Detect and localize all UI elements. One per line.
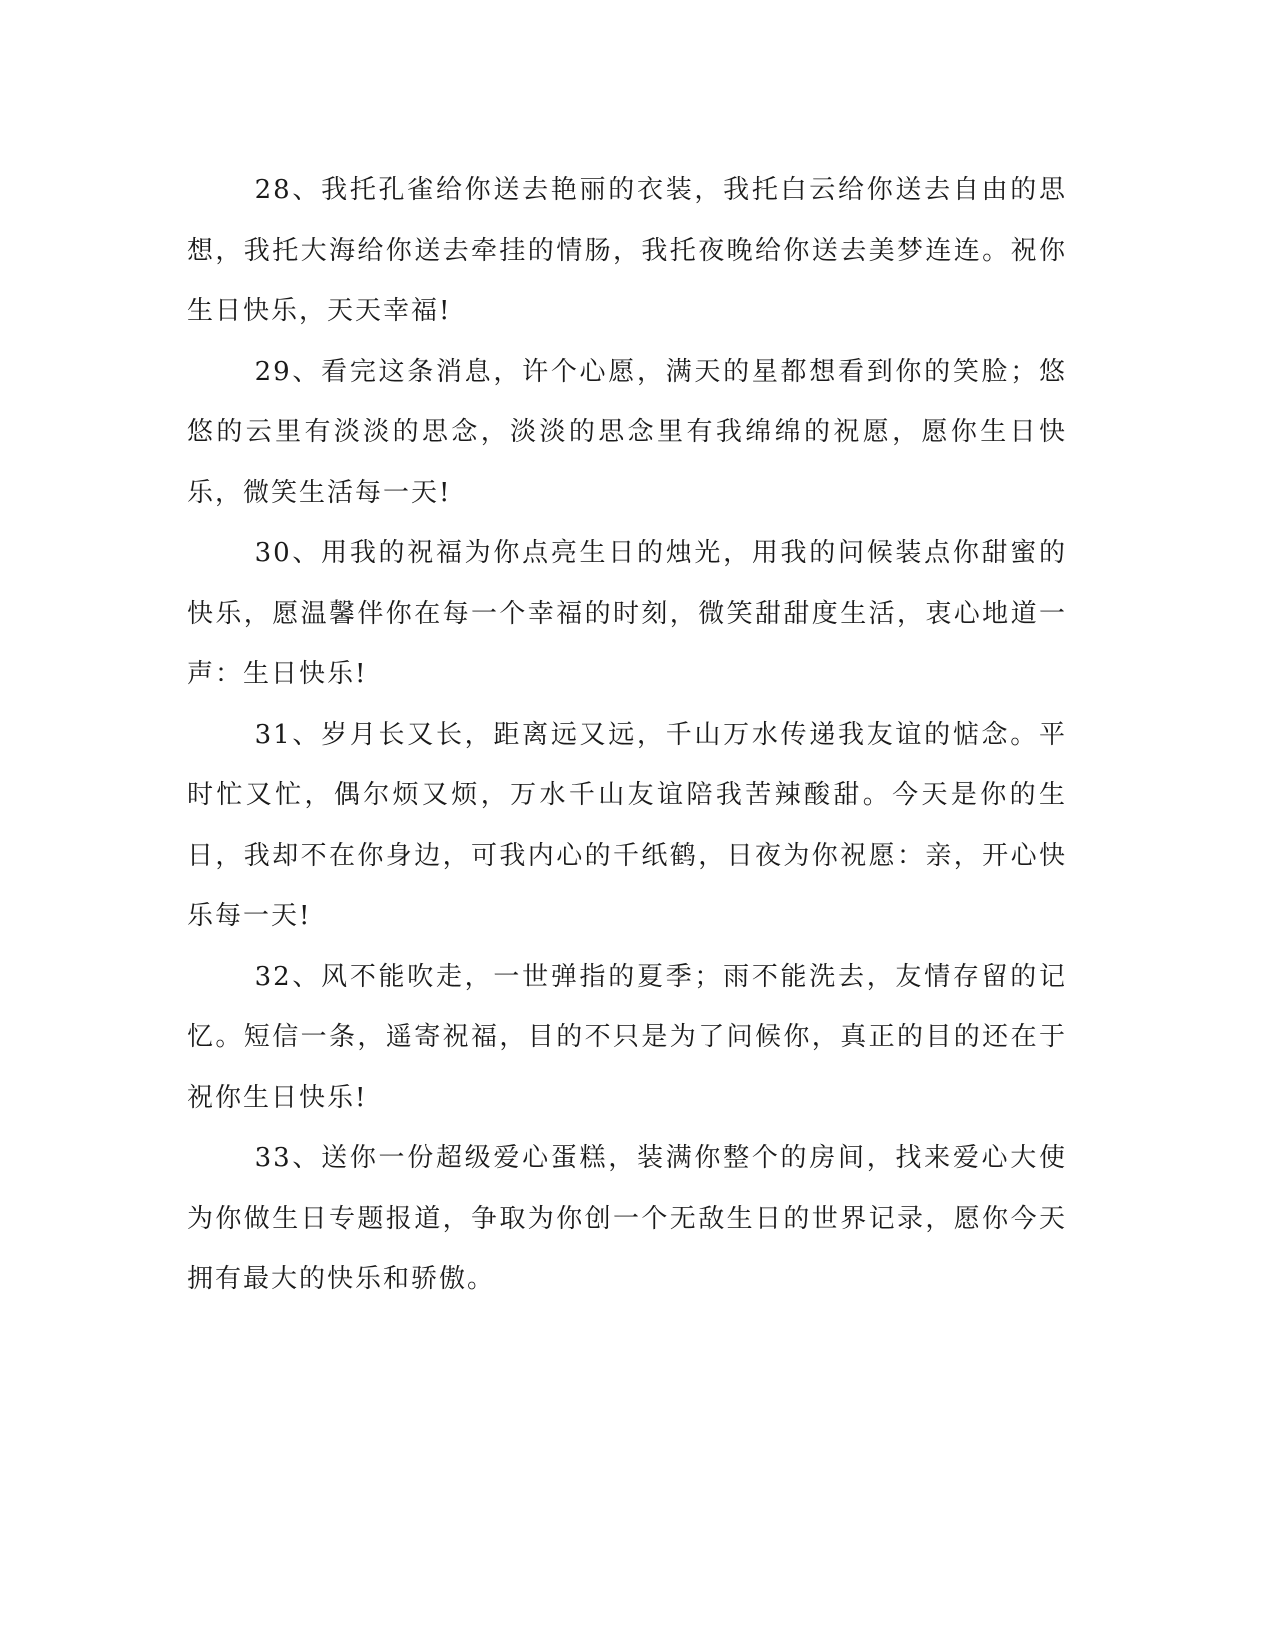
paragraph-29: 29、看完这条消息，许个心愿，满天的星都想看到你的笑脸；悠悠的云里有淡淡的思念，淡淡的思念里有我绵绵的祝愿，愿你生日快乐，微笑生活每一天!	[187, 356, 1067, 508]
paragraph-31: 31、岁月长又长，距离远又远，千山万水传递我友谊的惦念。平时忙又忙，偶尔烦又烦，万水千山友谊陪我苦辣酸甜。今天是你的生日，我却不在你身边，可我内心的千纸鹤，日夜为你祝愿：亲，开心快乐每一天!	[187, 719, 1067, 931]
paragraph-32: 32、风不能吹走，一世弹指的夏季；雨不能洗去，友情存留的记忆。短信一条，遥寄祝福，目的不只是为了问候你，真正的目的还在于祝你生日快乐!	[187, 961, 1067, 1113]
paragraph-28: 28、我托孔雀给你送去艳丽的衣装，我托白云给你送去自由的思想，我托大海给你送去牵挂的情肠，我托夜晚给你送去美梦连连。祝你生日快乐，天天幸福!	[187, 175, 1067, 326]
document-body	[187, 160, 1067, 1310]
paragraph-30: 30、用我的祝福为你点亮生日的烛光，用我的问候装点你甜蜜的快乐，愿温馨伴你在每一个幸福的时刻，微笑甜甜度生活，衷心地道一声：生日快乐!	[187, 538, 1067, 689]
paragraph-33: 33、送你一份超级爱心蛋糕，装满你整个的房间，找来爱心大使为你做生日专题报道，争取为你创一个无敌生日的世界记录，愿你今天拥有最大的快乐和骄傲。	[187, 1143, 1067, 1294]
